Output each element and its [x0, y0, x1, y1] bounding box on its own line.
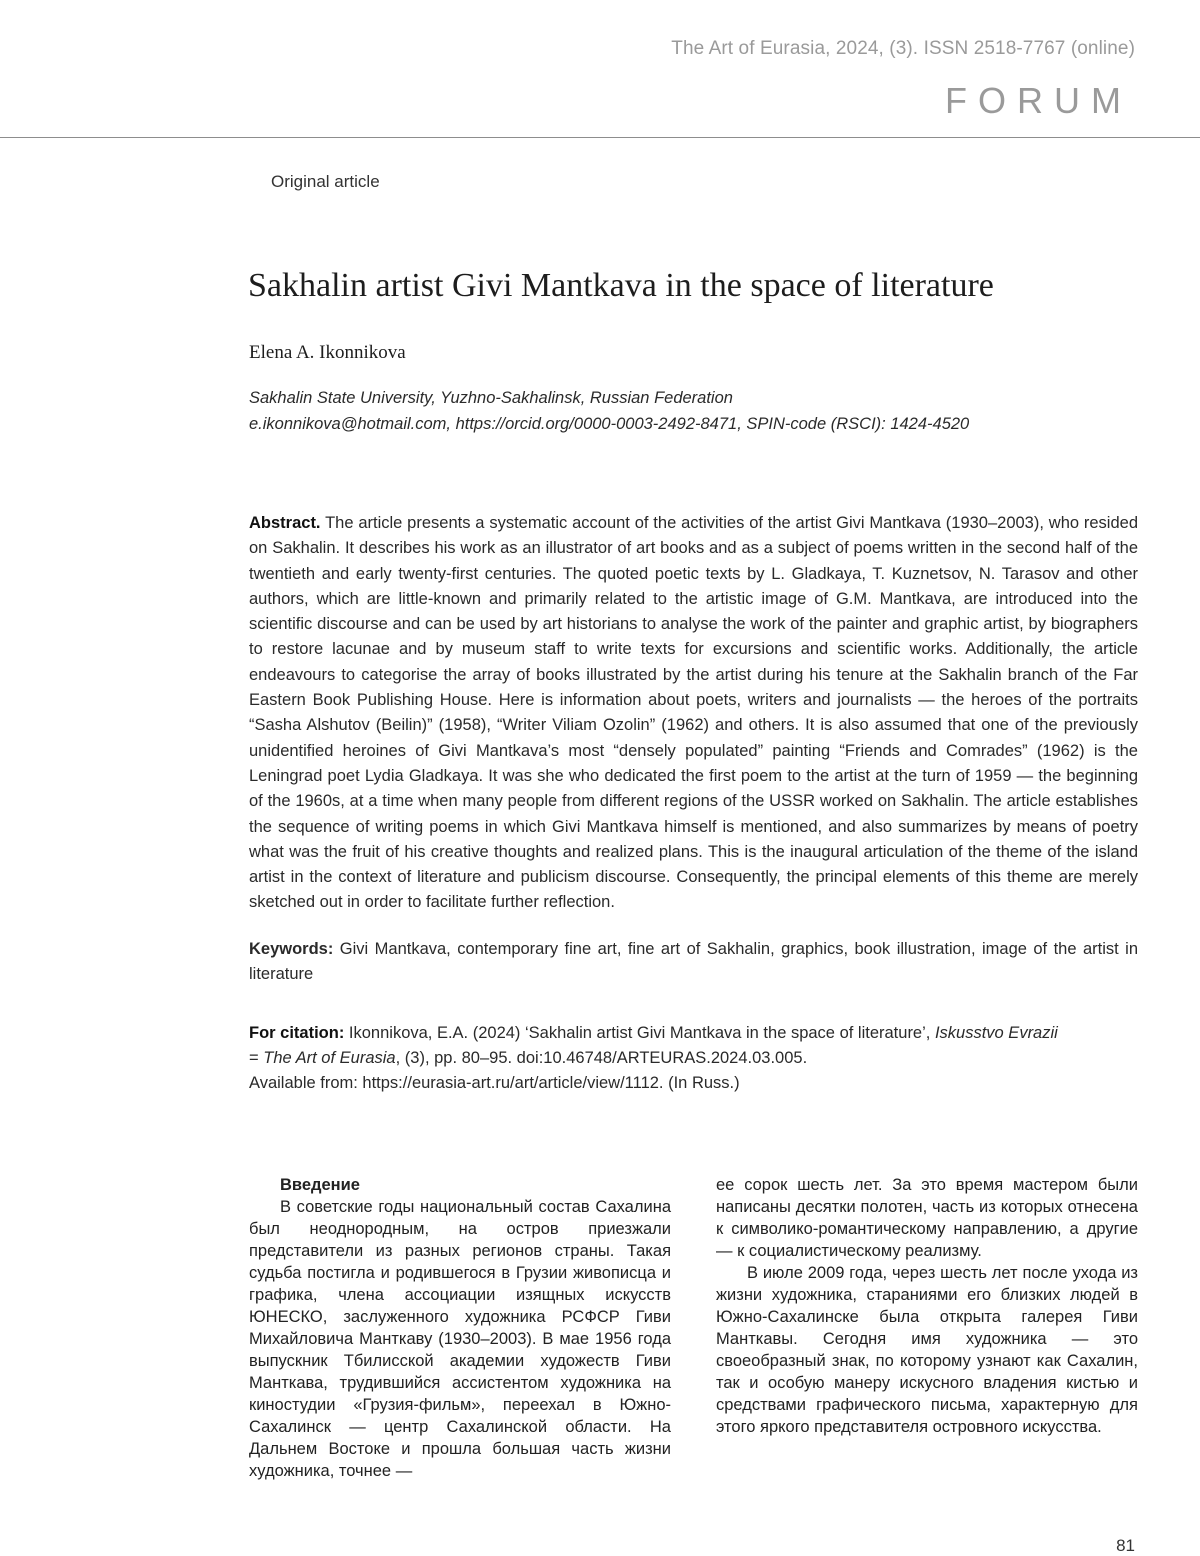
body-paragraph: ее сорок шесть лет. За это время мастером были написаны десятки полотен, часть из которых отнесена к символико-романтическому направлению, а другие — к социалистическому реализму. [716, 1176, 1138, 1260]
abstract [249, 511, 1138, 916]
section-label: FORUM [945, 80, 1132, 121]
author-name: Elena A. Ikonnikova [249, 342, 406, 363]
journal-line: The Art of Eurasia, 2024, (3). ISSN 2518-7767 (online) [671, 38, 1135, 59]
affiliation-block [249, 385, 969, 437]
page-number: 81 [1116, 1536, 1135, 1555]
citation-label: For citation: [249, 1024, 345, 1042]
citation-equals: = [249, 1049, 264, 1067]
article-title: Sakhalin artist Givi Mantkava in the space of literature [248, 267, 994, 304]
citation-journal-ru: Iskusstvo Evrazii [934, 1024, 1058, 1042]
keywords-label: Keywords: [249, 940, 334, 958]
author-contacts: e.ikonnikova@hotmail.com, https://orcid.org/0000-0003-2492-8471, SPIN-code (RSCI): 1424-4520 [249, 415, 970, 433]
citation-journal-en: The Art of Eurasia [263, 1049, 396, 1067]
body-paragraph: В июле 2009 года, через шесть лет после ухода из жизни художника, стараниями его близких людей в Южно-Сахалинске была открыта галерея Гиви Манткавы. Сегодня имя художника — это своеобразный знак, по которому узнают как Сахалин, так и особую манеру искусного владения кистью и средствами графического письма, характерную для этого яркого представителя островного искусства. [716, 1264, 1138, 1436]
affiliation: Sakhalin State University, Yuzhno-Sakhalinsk, Russian Federation [249, 389, 733, 407]
body-column-left [249, 1174, 671, 1482]
abstract-label: Abstract. [249, 514, 321, 532]
body-paragraph: В советские годы национальный состав Сахалина был неоднородным, на остров приезжали представители из разных регионов страны. Такая судьба постигла и родившегося в Грузии живописца и графика, члена ассоциации изящных искусств ЮНЕСКО, заслуженного художника РСФСР Гиви Михайловича Манткаву (1930–2003). В мае 1956 года выпускник Тбилисской академии художеств Гиви Манткава, трудившийся ассистентом художника на киностудии «Грузия-фильм», переехал в Южно-Сахалинск — центр Сахалинской области. На Дальнем Востоке и прошла большая часть жизни художника, точнее — [249, 1198, 671, 1480]
citation-link[interactable]: Available from: https://eurasia-art.ru/art/article/view/1112. (In Russ.) [249, 1074, 740, 1092]
citation-pages-doi: , (3), pp. 80–95. doi:10.46748/ARTEURAS.2024.03.005. [395, 1049, 808, 1067]
citation-text: Ikonnikova, E.A. (2024) ‘Sakhalin artist Givi Mantkava in the space of literature’, [344, 1024, 935, 1042]
article-type: Original article [271, 172, 380, 191]
keywords-text: Givi Mantkava, contemporary fine art, fine art of Sakhalin, graphics, book illustration, image of the artist in literature [249, 940, 1138, 984]
abstract-text: The article presents a systematic account of the activities of the artist Givi Mantkava (1930–2003), who resided on Sakhalin. It describes his work as an illustrator of art books and as a subject of poems written in the second half of the twentieth and early twenty-first centuries. The quoted poetic texts by L. Gladkaya, T. Kuznetsov, N. Tarasov and other authors, which are little-known and primarily related to the artistic image of G.M. Mantkava, are introduced into the scientific discourse and can be used by art historians to analyse the work of the painter and graphic artist, by biographers to restore lacunae and by museum staff to write texts for excursions and scientific works. Additionally, the article endeavours to categorise the array of books illustrated by the artist during his tenure at the Sakhalin branch of the Far Eastern Book Publishing House. Here is information about poets, writers and journalists — the heroes of the portraits “Sasha Alshutov (Beilin)” (1958), “Writer Viliam Ozolin” (1962) and others. It is also assumed that one of the previously unidentified heroines of Givi Mantkava’s most “densely populated” painting “Friends and Comrades” (1962) is the Leningrad poet Lydia Gladkaya. It was she who dedicated the first poem to the artist at the turn of 1959 — the beginning of the 1960s, at a time when many people from different regions of the USSR worked on Sakhalin. The article establishes the sequence of writing poems in which Givi Mantkava himself is mentioned, and also summarizes by means of poetry what was the fruit of his creative thoughts and realized plans. This is the inaugural articulation of the theme of the island artist in the context of literature and publicism discourse. Consequently, the principal elements of this theme are merely sketched out in order to facilitate further reflection. [249, 514, 1138, 912]
body-column-right [716, 1174, 1138, 1438]
citation [249, 1021, 1149, 1096]
keywords [249, 937, 1138, 988]
section-heading: Введение [280, 1176, 360, 1194]
header-rule [0, 137, 1200, 138]
